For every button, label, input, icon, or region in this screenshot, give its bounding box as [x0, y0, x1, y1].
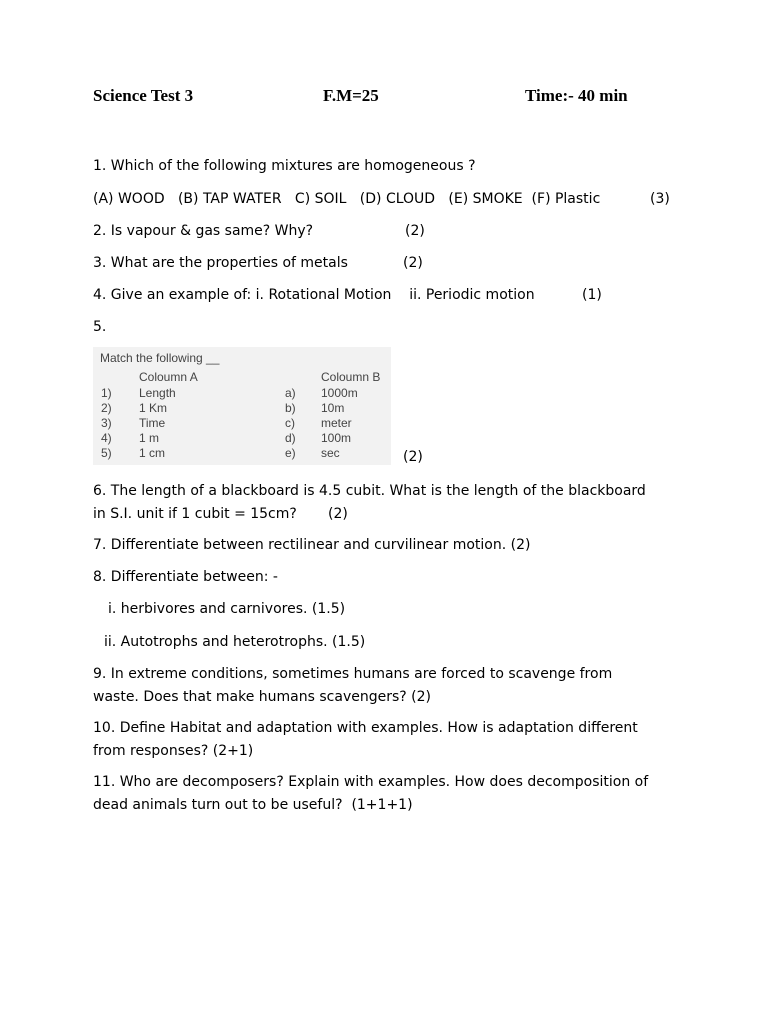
question-4-marks: (1) — [582, 287, 602, 303]
match-row: 3) Time c) meter — [101, 416, 352, 430]
question-8-part-ii: ii. Autotrophs and heterotrophs. (1.5) — [104, 634, 366, 650]
column-a-header: Coloumn A — [139, 370, 198, 384]
match-table — [93, 347, 391, 465]
question-7: 7. Differentiate between rectilinear and curvilinear motion. (2) — [93, 537, 531, 553]
question-8: 8. Differentiate between: - — [93, 569, 278, 585]
question-9: 9. In extreme conditions, sometimes humans are forced to scavenge from — [93, 666, 613, 682]
question-6-line-2: in S.I. unit if 1 cubit = 15cm? (2) — [93, 506, 348, 522]
question-4: 4. Give an example of: i. Rotational Motion ii. Periodic motion (1) — [93, 284, 535, 307]
question-9-line-2: waste. Does that make humans scavengers? (2) — [93, 689, 431, 705]
question-2-marks: (2) — [405, 223, 425, 239]
question-5-marks: (2) — [403, 449, 423, 465]
test-header — [93, 86, 693, 110]
question-6: 6. The length of a blackboard is 4.5 cubit. What is the length of the blackboard — [93, 483, 646, 499]
test-title: Science Test 3 — [93, 86, 194, 105]
match-row: 1) Length a) 1000m — [101, 386, 358, 400]
question-3: 3. What are the properties of metals (2) — [93, 252, 348, 275]
question-5: 5. — [93, 319, 107, 335]
full-marks: F.M=25 — [323, 86, 379, 105]
time-limit: Time:- 40 min — [525, 86, 628, 105]
question-1: 1. Which of the following mixtures are homogeneous ? — [93, 158, 476, 174]
question-1-marks: (3) — [650, 191, 670, 207]
match-row: 5) 1 cm e) sec — [101, 446, 340, 460]
question-11: 11. Who are decomposers? Explain with examples. How does decomposition of — [93, 774, 649, 790]
match-row: 2) 1 Km b) 10m — [101, 401, 345, 415]
question-11-line-2: dead animals turn out to be useful? (1+1+1) — [93, 797, 413, 813]
question-3-marks: (2) — [403, 255, 423, 271]
column-b-header: Coloumn B — [321, 370, 381, 384]
question-2: 2. Is vapour & gas same? Why? (2) — [93, 220, 313, 243]
question-1-options: (A) WOOD (B) TAP WATER C) SOIL (D) CLOUD (E) SMOKE (F) Plastic (3) — [93, 188, 600, 211]
match-table-title: Match the following __ — [100, 351, 220, 365]
match-row: 4) 1 m d) 100m — [101, 431, 352, 445]
question-10: 10. Define Habitat and adaptation with examples. How is adaptation different — [93, 720, 638, 736]
question-10-line-2: from responses? (2+1) — [93, 743, 254, 759]
question-8-part-i: i. herbivores and carnivores. (1.5) — [108, 601, 346, 617]
